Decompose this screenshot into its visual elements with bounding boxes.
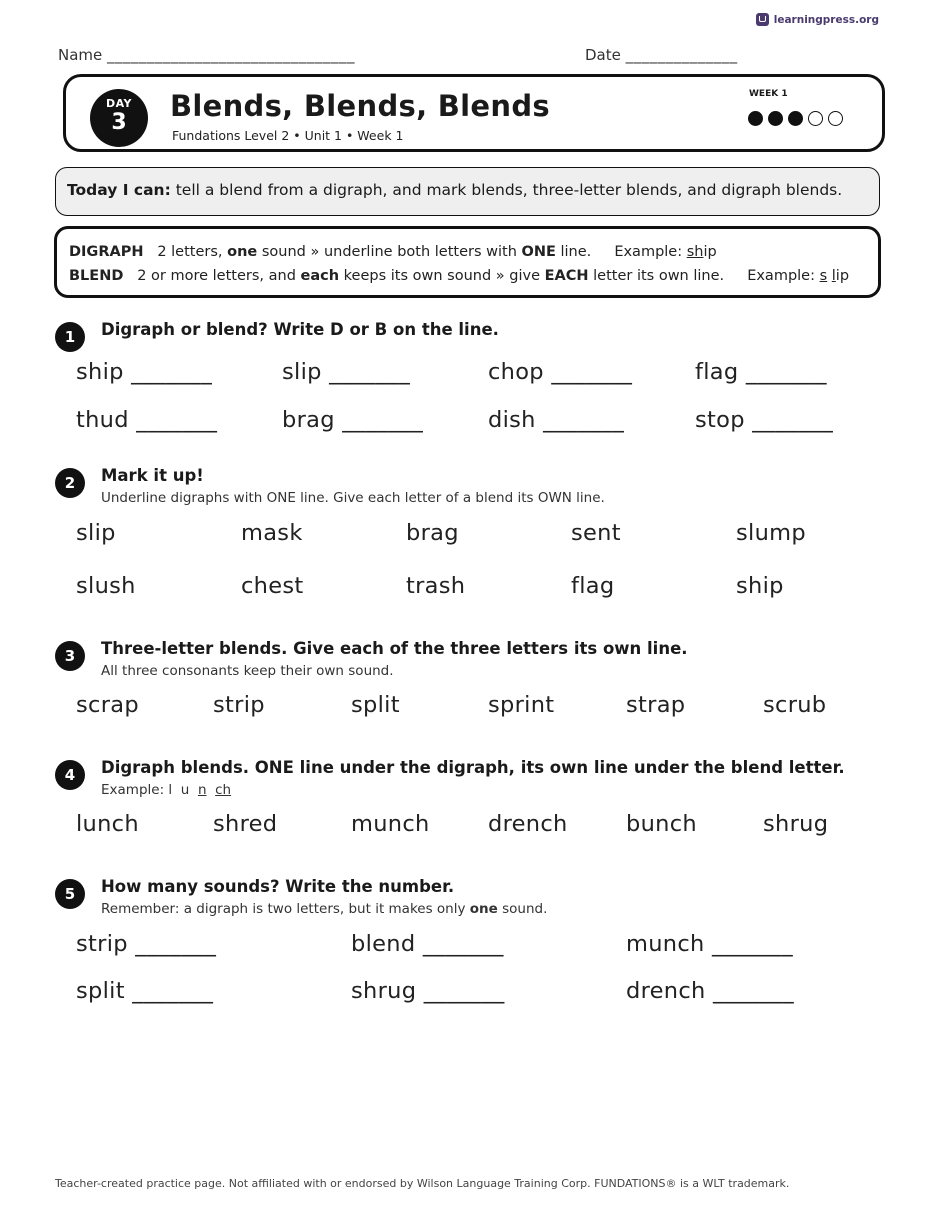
blend-text-2: keeps its own sound » give bbox=[339, 268, 545, 284]
today-goal-box bbox=[55, 167, 880, 216]
word-item: scrap bbox=[76, 692, 139, 718]
date-blank: ______________ bbox=[625, 46, 738, 64]
book-icon bbox=[756, 13, 769, 26]
word-item: strip _______ bbox=[76, 931, 217, 957]
word-item: chest bbox=[241, 573, 304, 599]
word-item: strap bbox=[626, 692, 686, 718]
blend-example-label: Example: bbox=[747, 268, 820, 284]
progress-dot-filled bbox=[788, 111, 803, 126]
digraph-bold-2: ONE bbox=[521, 244, 556, 260]
blend-rule bbox=[69, 264, 878, 288]
word-item: brag bbox=[406, 520, 459, 546]
progress-dot-filled bbox=[748, 111, 763, 126]
digraph-example-rest: ip bbox=[703, 244, 717, 260]
section-3-number: 3 bbox=[55, 641, 85, 671]
rules-box bbox=[54, 226, 881, 298]
word-item: drench _______ bbox=[626, 978, 794, 1004]
word-item: stop _______ bbox=[695, 407, 834, 433]
date-label: Date bbox=[585, 46, 621, 64]
progress-dot-empty bbox=[808, 111, 823, 126]
today-lead: Today I can: bbox=[67, 181, 171, 199]
example-digraph: ch bbox=[215, 782, 232, 798]
word-item: slip _______ bbox=[282, 359, 411, 385]
blend-example-rest: ip bbox=[835, 268, 850, 284]
example-letter: u bbox=[180, 782, 190, 798]
word-item: munch _______ bbox=[626, 931, 793, 957]
example-label: Example: bbox=[101, 782, 169, 798]
footer-note: Teacher-created practice page. Not affiliated with or endorsed by Wilson Language Training Corp. FUNDATIONS® is a WLT trademark. bbox=[55, 1177, 790, 1190]
week-progress bbox=[748, 111, 843, 126]
digraph-text-3: line. bbox=[555, 244, 592, 260]
blend-text-1: 2 or more letters, and bbox=[137, 268, 301, 284]
digraph-example-underlined: sh bbox=[686, 244, 704, 260]
example-blend-letter: n bbox=[197, 782, 207, 798]
section-2-title: Mark it up! bbox=[101, 466, 204, 485]
word-item: flag bbox=[571, 573, 615, 599]
blend-bold-1: each bbox=[300, 268, 340, 284]
word-item: ship _______ bbox=[76, 359, 213, 385]
word-item: slump bbox=[736, 520, 806, 546]
section-2-subtitle: Underline digraphs with ONE line. Give each letter of a blend its OWN line. bbox=[101, 490, 605, 506]
word-item: chop _______ bbox=[488, 359, 633, 385]
section-1-number: 1 bbox=[55, 322, 85, 352]
week-label: WEEK 1 bbox=[749, 89, 788, 99]
digraph-text-1: 2 letters, bbox=[157, 244, 228, 260]
section-5-number: 5 bbox=[55, 879, 85, 909]
section-5-subtitle bbox=[101, 901, 547, 917]
word-item: lunch bbox=[76, 811, 139, 837]
word-item: slip bbox=[76, 520, 116, 546]
section-4-title: Digraph blends. ONE line under the digraph, its own line under the blend letter. bbox=[101, 758, 845, 777]
brand-name: learningpress.org bbox=[773, 13, 879, 26]
blend-text-3: letter its own line. bbox=[588, 268, 725, 284]
word-item: thud _______ bbox=[76, 407, 218, 433]
digraph-example-label: Example: bbox=[614, 244, 687, 260]
word-item: flag _______ bbox=[695, 359, 827, 385]
word-item: mask bbox=[241, 520, 303, 546]
section-3-subtitle: All three consonants keep their own sound. bbox=[101, 663, 394, 679]
header-box bbox=[63, 74, 885, 152]
word-item: split _______ bbox=[76, 978, 214, 1004]
section-3-title: Three-letter blends. Give each of the three letters its own line. bbox=[101, 639, 688, 658]
name-blank: _______________________________ bbox=[107, 46, 356, 64]
brand-logo[interactable] bbox=[756, 13, 879, 26]
word-item: trash bbox=[406, 573, 466, 599]
word-item: sent bbox=[571, 520, 621, 546]
word-item: bunch bbox=[626, 811, 697, 837]
section-5-sub-c: sound. bbox=[497, 901, 548, 917]
section-4-number: 4 bbox=[55, 760, 85, 790]
word-item: scrub bbox=[763, 692, 827, 718]
progress-dot-empty bbox=[828, 111, 843, 126]
digraph-rule bbox=[69, 240, 878, 264]
blend-term: BLEND bbox=[69, 268, 124, 284]
word-item: munch bbox=[351, 811, 430, 837]
progress-dot-filled bbox=[768, 111, 783, 126]
digraph-bold-1: one bbox=[227, 244, 258, 260]
word-item: shrug _______ bbox=[351, 978, 505, 1004]
word-item: dish _______ bbox=[488, 407, 625, 433]
page-subtitle: Fundations Level 2 • Unit 1 • Week 1 bbox=[172, 128, 404, 143]
section-2-number: 2 bbox=[55, 468, 85, 498]
date-field bbox=[585, 46, 738, 64]
name-label: Name bbox=[58, 46, 103, 64]
word-item: ship bbox=[736, 573, 784, 599]
word-item: split bbox=[351, 692, 400, 718]
section-1-title: Digraph or blend? Write D or B on the line. bbox=[101, 320, 499, 339]
day-label: DAY bbox=[105, 97, 133, 110]
day-badge bbox=[90, 89, 148, 147]
blend-example-letter-1: s bbox=[819, 268, 828, 284]
word-item: brag _______ bbox=[282, 407, 424, 433]
digraph-text-2: sound » underline both letters with bbox=[257, 244, 522, 260]
blend-bold-2: EACH bbox=[544, 268, 589, 284]
page-title: Blends, Blends, Blends bbox=[170, 89, 550, 123]
word-item: drench bbox=[488, 811, 568, 837]
word-item: shrug bbox=[763, 811, 829, 837]
word-item: blend _______ bbox=[351, 931, 504, 957]
section-5-sub-bold: one bbox=[469, 901, 498, 917]
name-field bbox=[58, 46, 355, 64]
day-number: 3 bbox=[111, 110, 127, 135]
digraph-term: DIGRAPH bbox=[69, 244, 144, 260]
word-item: sprint bbox=[488, 692, 555, 718]
today-text: tell a blend from a digraph, and mark blends, three-letter blends, and digraph blends. bbox=[170, 181, 843, 199]
blend-example-letter-2: l bbox=[831, 268, 836, 284]
section-5-sub-a: Remember: a digraph is two letters, but it makes only bbox=[101, 901, 470, 917]
example-letter: l bbox=[168, 782, 173, 798]
section-5-title: How many sounds? Write the number. bbox=[101, 877, 455, 896]
section-4-example bbox=[101, 782, 231, 798]
word-item: strip bbox=[213, 692, 265, 718]
word-item: slush bbox=[76, 573, 136, 599]
word-item: shred bbox=[213, 811, 278, 837]
